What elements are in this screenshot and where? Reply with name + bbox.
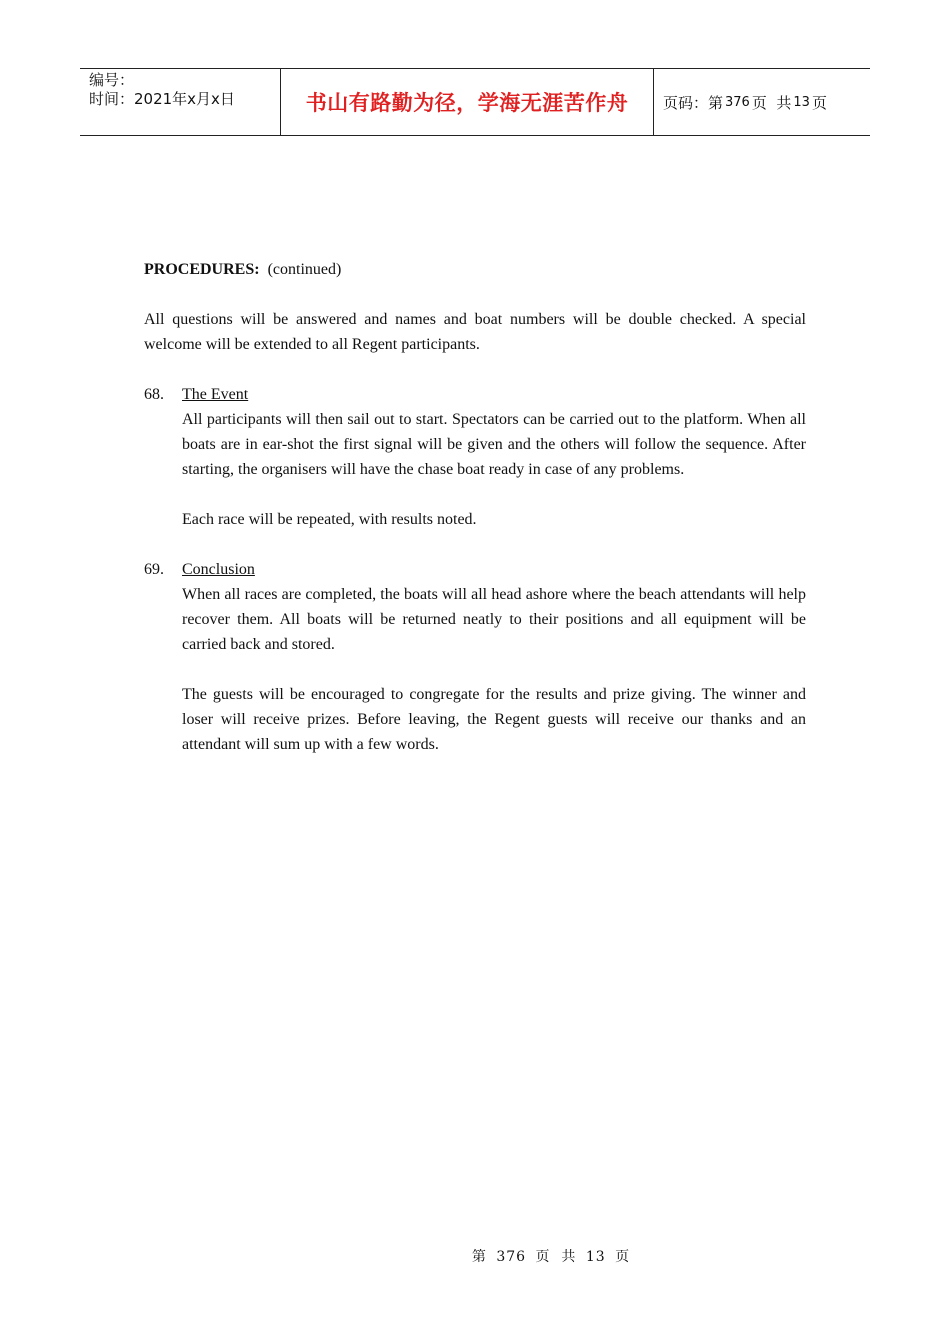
page-mid: 页 共 <box>751 93 792 112</box>
list-item <box>144 557 806 757</box>
item-paragraph: The guests will be encouraged to congregate for the results and prize giving. The winner and loser will receive prizes. Before leaving, the Regent guests will receive our thanks and an attendant will sum up with a few words. <box>182 686 806 753</box>
item-paragraph: Each race will be repeated, with results noted. <box>182 511 477 528</box>
header-page-cell <box>654 69 870 135</box>
item-title: Conclusion <box>182 561 255 578</box>
document-body <box>144 257 806 782</box>
page-prefix: 页码：第 <box>663 93 724 112</box>
footer-mid: 页 共 <box>535 1249 577 1265</box>
page-total: 13 <box>793 94 810 110</box>
item-body <box>182 557 806 757</box>
item-title: The Event <box>182 386 249 403</box>
item-body <box>182 382 806 532</box>
section-heading-title: PROCEDURES: <box>144 261 260 278</box>
footer-total: 13 <box>585 1249 606 1265</box>
page-header <box>80 68 870 136</box>
item-paragraph: When all races are completed, the boats will all head ashore where the beach attendants will help recover them. All boats will be returned neatly to their positions and all equipment will be carried back and stored. <box>182 586 806 653</box>
section-heading <box>144 257 806 282</box>
page-suffix: 页 <box>811 93 827 112</box>
item-paragraph: All participants will then sail out to start. Spectators can be carried out to the platform. When all boats are in ear-shot the first signal will be given and the others will follow the sequence. After starting, the organisers will have the chase boat ready in case of any problems. <box>182 411 806 478</box>
item-number: 69. <box>144 561 164 578</box>
motto-text: 书山有路勤为径，学海无涯苦作舟 <box>305 91 629 115</box>
footer-suffix: 页 <box>615 1249 631 1265</box>
intro-paragraph: All questions will be answered and names and boat numbers will be double checked. A special welcome will be extended to all Regent participants. <box>144 311 806 353</box>
code-label: 编号： <box>89 71 135 89</box>
item-number: 68. <box>144 386 164 403</box>
footer-page: 376 <box>496 1249 527 1265</box>
header-motto-cell <box>281 69 654 135</box>
list-item <box>144 382 806 532</box>
page-footer <box>0 1246 950 1266</box>
footer-prefix: 第 <box>471 1249 487 1265</box>
section-heading-note: (continued) <box>267 261 342 278</box>
header-meta-cell <box>80 69 281 135</box>
page-number: 376 <box>725 94 750 110</box>
time-label: 时间：2021年x月x日 <box>89 90 235 108</box>
